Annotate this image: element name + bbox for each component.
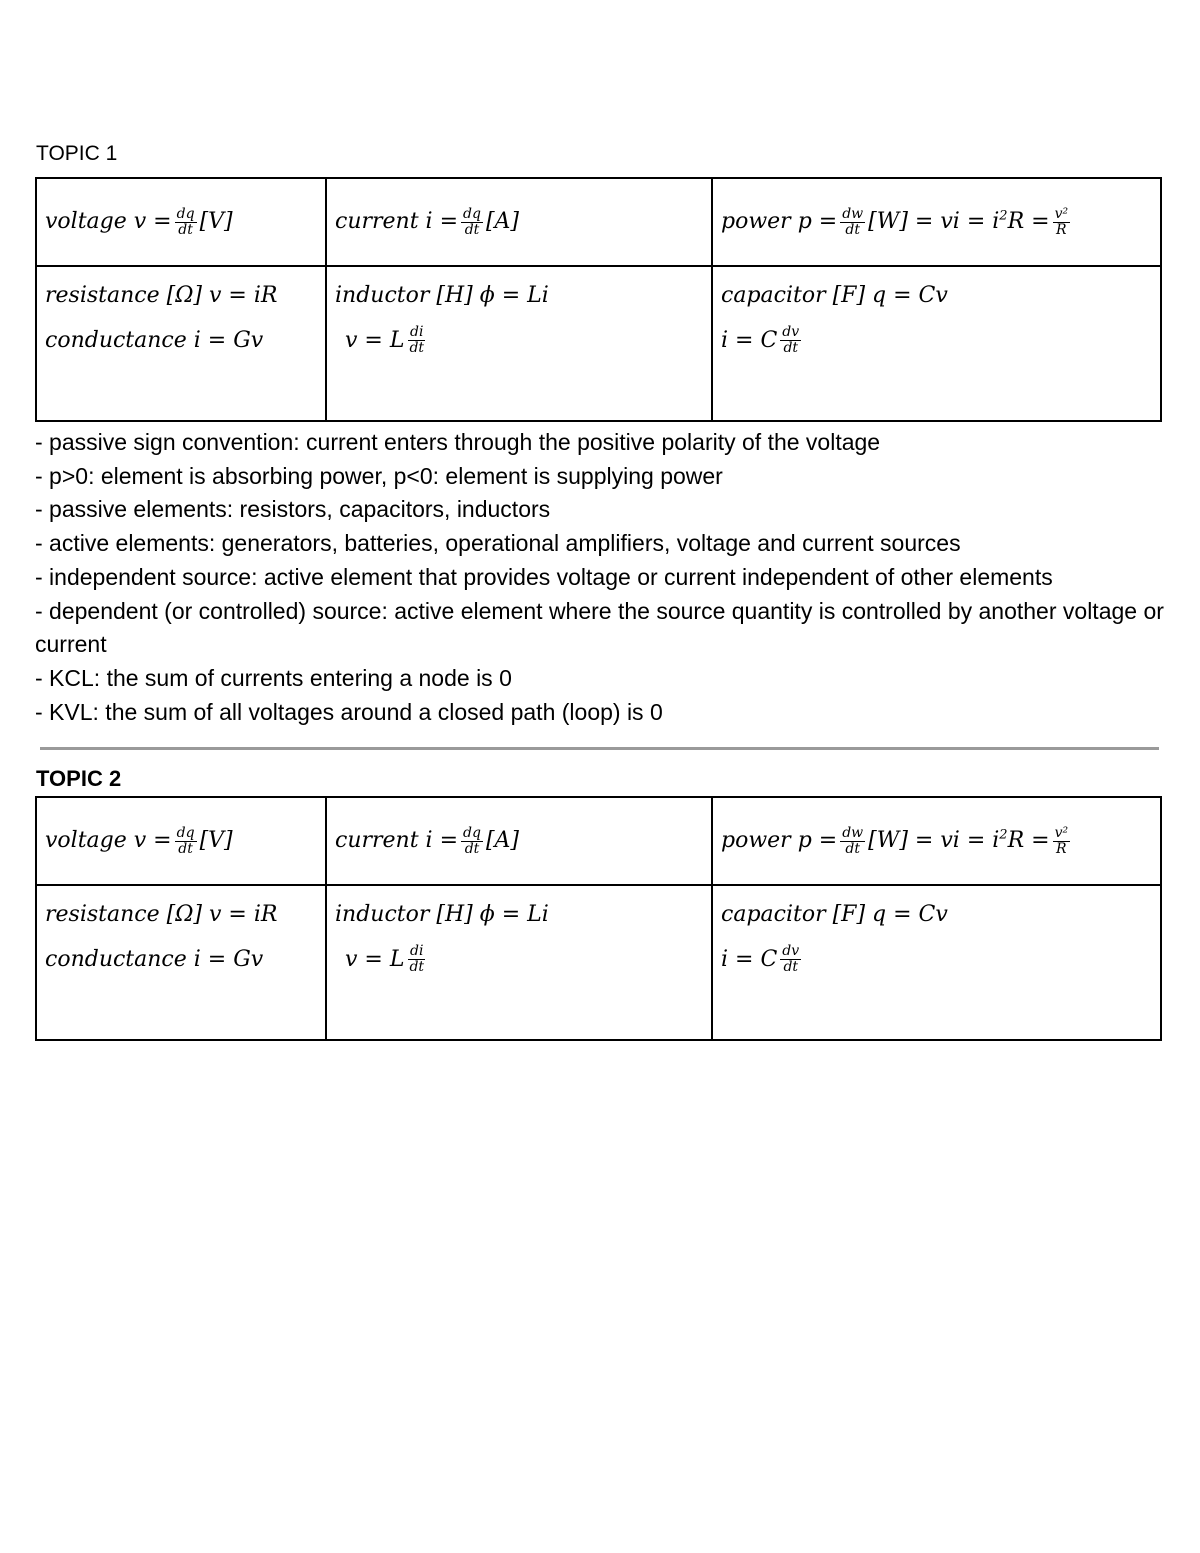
current-formula: current i = $\frac{dq}{dt}$ [A] (335, 824, 520, 857)
current-cell (326, 797, 712, 885)
table-row (36, 885, 1161, 1040)
inductor-formula: inductor [H] ϕ = Li (335, 902, 549, 927)
current-formula: current i = $\frac{dq}{dt}$ [A] (335, 205, 520, 238)
power-formula: power p = $\frac{dw}{dt}$ [W] = vi = $i^2R$ = $\frac{\text{v²}}{R}$ (721, 824, 1069, 857)
table-row (36, 797, 1161, 885)
power-formula: power p = $\frac{dw}{dt}$ [W] = vi = $i^2R$ = $\frac{\text{v²}}{R}$ (721, 205, 1069, 238)
resistance-cell (36, 885, 326, 1040)
resistance-formula: resistance [Ω] v = iR (45, 283, 278, 308)
list-item: - dependent (or controlled) source: active element where the source quantity is controlled by another voltage or current (35, 597, 1164, 658)
capacitor-current-formula: i = C $\frac{dv}{dt}$ (721, 324, 800, 356)
power-cell (712, 797, 1161, 885)
resistance-cell (36, 266, 326, 421)
list-item: - passive elements: resistors, capacitors, inductors (35, 496, 551, 523)
list-item: - p>0: element is absorbing power, p<0: element is supplying power (35, 462, 723, 489)
inductor-voltage-formula: v = L $\frac{di}{dt}$ (345, 943, 425, 975)
list-item: - KCL: the sum of currents entering a node is 0 (35, 664, 512, 691)
inductor-cell (326, 266, 712, 421)
capacitor-cell (712, 885, 1161, 1040)
table-row (36, 266, 1161, 421)
resistance-formula: resistance [Ω] v = iR (45, 902, 278, 927)
voltage-cell (36, 178, 326, 266)
inductor-cell (326, 885, 712, 1040)
inductor-formula: inductor [H] ϕ = Li (335, 283, 549, 308)
list-item: - active elements: generators, batteries, operational amplifiers, voltage and current sources (35, 530, 961, 557)
voltage-formula: voltage v = $\frac{dq}{dt}$ [V] (45, 824, 233, 857)
topic-1-title: TOPIC 1 (36, 142, 118, 165)
list-item: - KVL: the sum of all voltages around a closed path (loop) is 0 (35, 698, 663, 725)
voltage-cell (36, 797, 326, 885)
capacitor-cell (712, 266, 1161, 421)
topic-1-formula-table (35, 177, 1162, 422)
notes-list (35, 426, 1170, 729)
inductor-voltage-formula: v = L $\frac{di}{dt}$ (345, 324, 425, 356)
table-row (36, 178, 1161, 266)
list-item: - passive sign convention: current enters through the positive polarity of the voltage (35, 429, 881, 455)
capacitor-formula: capacitor [F] q = Cv (721, 902, 948, 927)
capacitor-formula: capacitor [F] q = Cv (721, 283, 948, 308)
power-cell (712, 178, 1161, 266)
list-item: - independent source: active element that provides voltage or current independent of other elements (35, 563, 1053, 590)
section-divider (40, 747, 1159, 750)
conductance-formula: conductance i = Gv (45, 947, 264, 972)
capacitor-current-formula: i = C $\frac{dv}{dt}$ (721, 943, 800, 975)
topic-2-title: TOPIC 2 (36, 766, 122, 791)
conductance-formula: conductance i = Gv (45, 328, 264, 353)
voltage-formula: voltage v = $\frac{dq}{dt}$ [V] (45, 205, 233, 238)
topic-2-formula-table (35, 796, 1162, 1041)
current-cell (326, 178, 712, 266)
